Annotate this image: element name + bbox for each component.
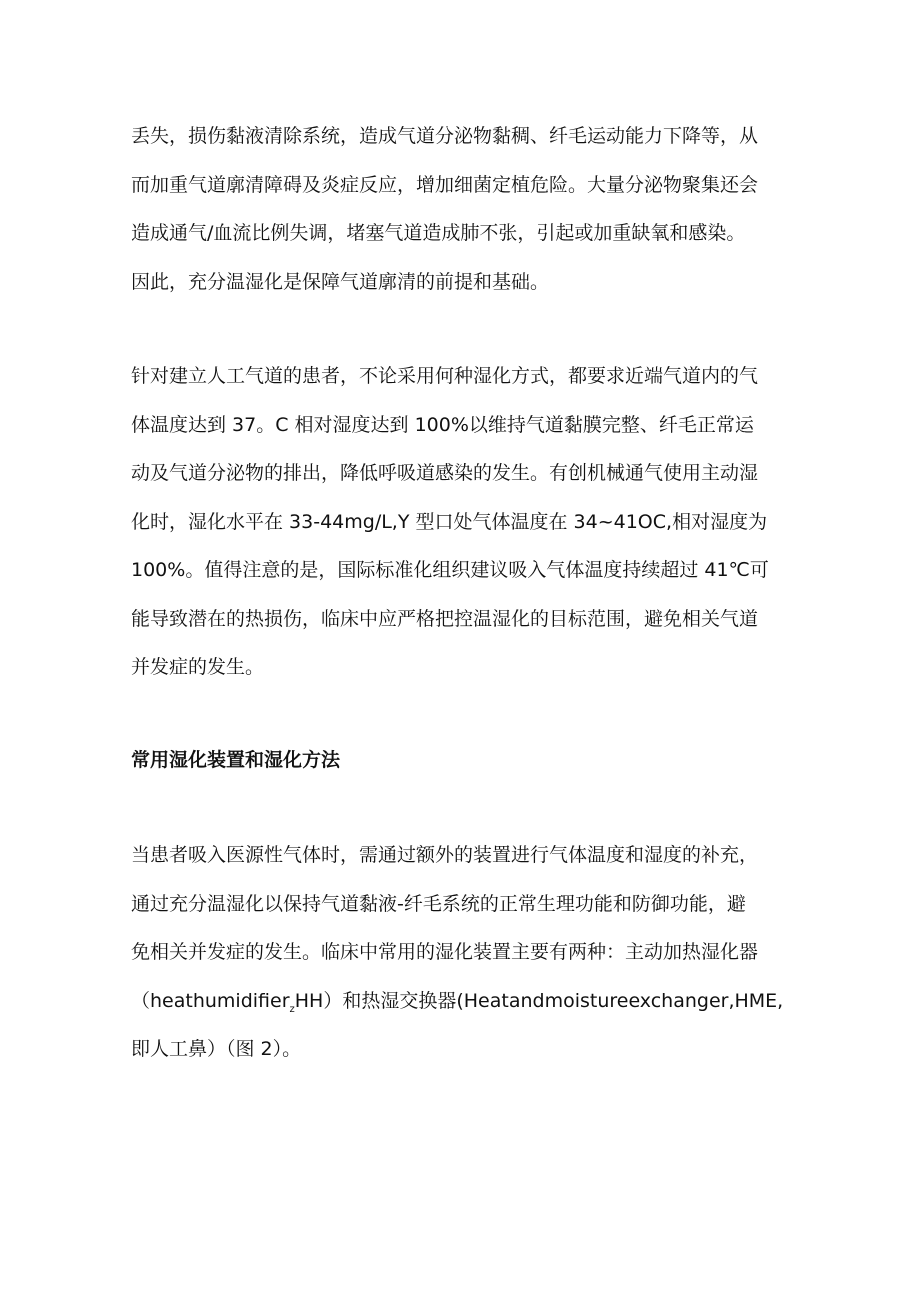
subscript-text: z — [289, 1003, 295, 1015]
text-line: 能导致潜在的热损伤，临床中应严格把控温湿化的目标范围，避免相关气道 — [131, 607, 759, 630]
text-line-with-subscript — [131, 977, 796, 1026]
text-line: 即人工鼻）（图 2）。 — [131, 1038, 302, 1060]
paragraph-humidification-devices — [131, 831, 796, 1074]
text-line: 而加重气道廓清障碍及炎症反应，增加细菌定植危险。大量分泌物聚集还会 — [131, 173, 759, 196]
text-line: 并发症的发生。 — [131, 656, 265, 678]
section-heading: 常用湿化装置和湿化方法 — [131, 749, 341, 771]
text-line: 当患者吸入医源性气体时，需通过额外的装置进行气体温度和湿度的补充， — [131, 844, 759, 866]
text-line: 免相关并发症的发生。临床中常用的湿化装置主要有两种：主动加热湿化器 — [131, 941, 759, 963]
text-segment: HH）和热湿交换器(Heatandmoistureexchanger,HME, — [294, 989, 784, 1012]
text-line: 丢失，损伤黏液清除系统，造成气道分泌物黏稠、纤毛运动能力下降等，从 — [131, 125, 759, 147]
text-line: 针对建立人工气道的患者，不论采用何种湿化方式，都要求近端气道内的气 — [131, 365, 759, 387]
text-line: 化时，湿化水平在 33-44mg/L,Y 型口处气体温度在 34~41OC,相对湿度为 — [131, 510, 768, 533]
paragraph-humidification-targets — [131, 352, 796, 692]
text-line: 因此，充分温湿化是保障气道廓清的前提和基础。 — [131, 270, 550, 293]
text-line: 造成通气/血流比例失调，堵塞气道造成肺不张，引起或加重缺氧和感染。 — [131, 222, 746, 244]
text-segment: （heathumidifier — [131, 989, 290, 1012]
text-line: 体温度达到 37。C 相对湿度达到 100%以维持气道黏膜完整、纤毛正常运 — [131, 413, 754, 436]
text-line: 通过充分温湿化以保持气道黏液-纤毛系统的正常生理功能和防御功能，避 — [131, 892, 746, 915]
text-line: 动及气道分泌物的排出，降低呼吸道感染的发生。有创机械通气使用主动湿 — [131, 462, 759, 484]
paragraph-humidification-importance — [131, 112, 796, 306]
text-line: 100%。值得注意的是，国际标准化组织建议吸入气体温度持续超过 41℃可 — [131, 559, 769, 581]
